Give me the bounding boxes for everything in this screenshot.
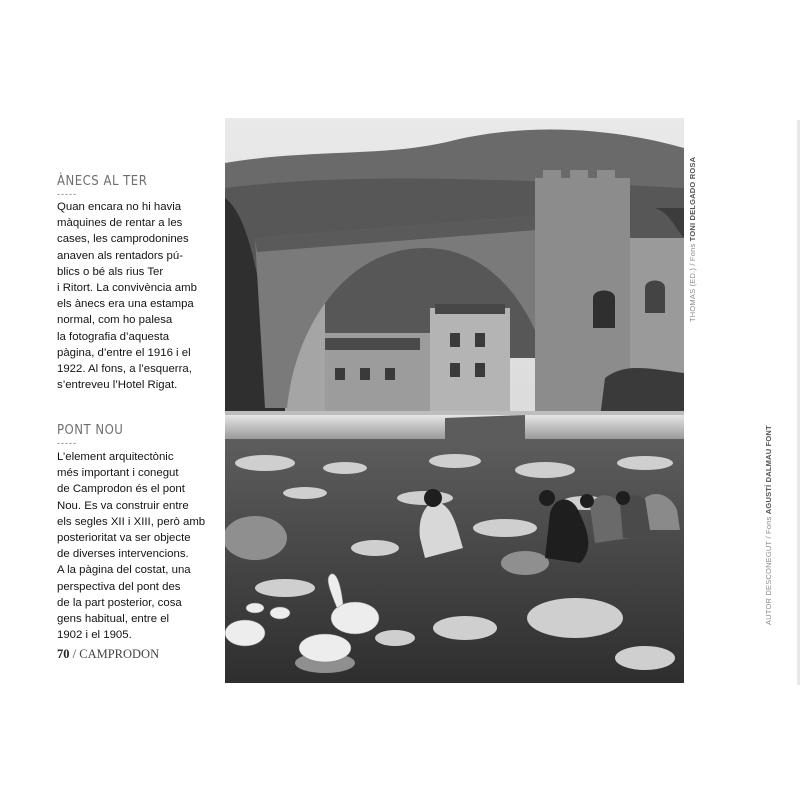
- text-line: anaven als rentadors pú-: [57, 249, 184, 262]
- side-credit-separator: / Fons: [764, 514, 773, 541]
- text-line: 1922. Al fons, a l’esquerra,: [57, 363, 192, 376]
- text-line: Quan encara no hi havia: [57, 201, 182, 213]
- section-heading-anecs: ÀNECS AL TER: [57, 174, 148, 189]
- text-line: els ànecs era una estampa: [57, 298, 194, 311]
- text-line: de la part posterior, cosa: [57, 596, 182, 609]
- text-line: màquines de rentar a les: [57, 217, 183, 230]
- text-line: la fotografia d’aquesta: [57, 330, 170, 343]
- section-body-anecs: [57, 199, 197, 393]
- section-body-pont-nou: [57, 449, 206, 643]
- text-line: s’entreveu l’Hotel Rigat.: [57, 379, 178, 392]
- text-line: més important i conegut: [57, 467, 179, 480]
- text-line: blics o bé als rius Ter: [57, 265, 164, 278]
- credit-separator: / Fons: [688, 241, 697, 268]
- page-number: 70: [57, 647, 70, 661]
- text-line: Nou. Es va construir entre: [57, 499, 189, 512]
- photo-credit: [688, 157, 697, 322]
- text-line: gens habitual, entre el: [57, 613, 170, 626]
- side-credit-author: AUTOR DESCONEGUT: [764, 540, 773, 625]
- text-line: perspectiva del pont des: [57, 580, 181, 593]
- text-line: els segles XII i XIII, però amb: [57, 515, 206, 528]
- text-line: pàgina, d’entre el 1916 i el: [57, 346, 191, 359]
- text-line: normal, com ho palesa: [57, 314, 173, 327]
- side-credit: [764, 425, 773, 625]
- heading-underline: -----: [57, 438, 77, 448]
- bridge-photograph: [225, 118, 684, 683]
- side-credit-archive: AGUSTÍ DALMAU FONT: [764, 425, 773, 515]
- text-line: posterioritat va ser objecte: [57, 532, 191, 545]
- section-heading-pont-nou: PONT NOU: [57, 423, 124, 438]
- text-line: A la pàgina del costat, una: [57, 564, 191, 577]
- photo-camprodon-bridge: [225, 118, 684, 683]
- text-line: cases, les camprodonines: [57, 233, 189, 246]
- credit-author: THOMAS (ED.): [688, 267, 697, 322]
- heading-underline: -----: [57, 189, 77, 199]
- text-line: i Ritort. La convivència amb: [57, 282, 197, 295]
- folio-section: CAMPRODON: [79, 647, 160, 661]
- text-line: de diverses intervencions.: [57, 548, 189, 561]
- page-folio: [57, 647, 159, 662]
- text-line: de Camprodon és el pont: [57, 483, 185, 496]
- text-line: 1902 i el 1905.: [57, 629, 132, 642]
- credit-archive: TONI DELGADO ROSA: [688, 156, 697, 242]
- folio-separator: /: [72, 647, 77, 661]
- text-line: L’element arquitectònic: [57, 451, 174, 463]
